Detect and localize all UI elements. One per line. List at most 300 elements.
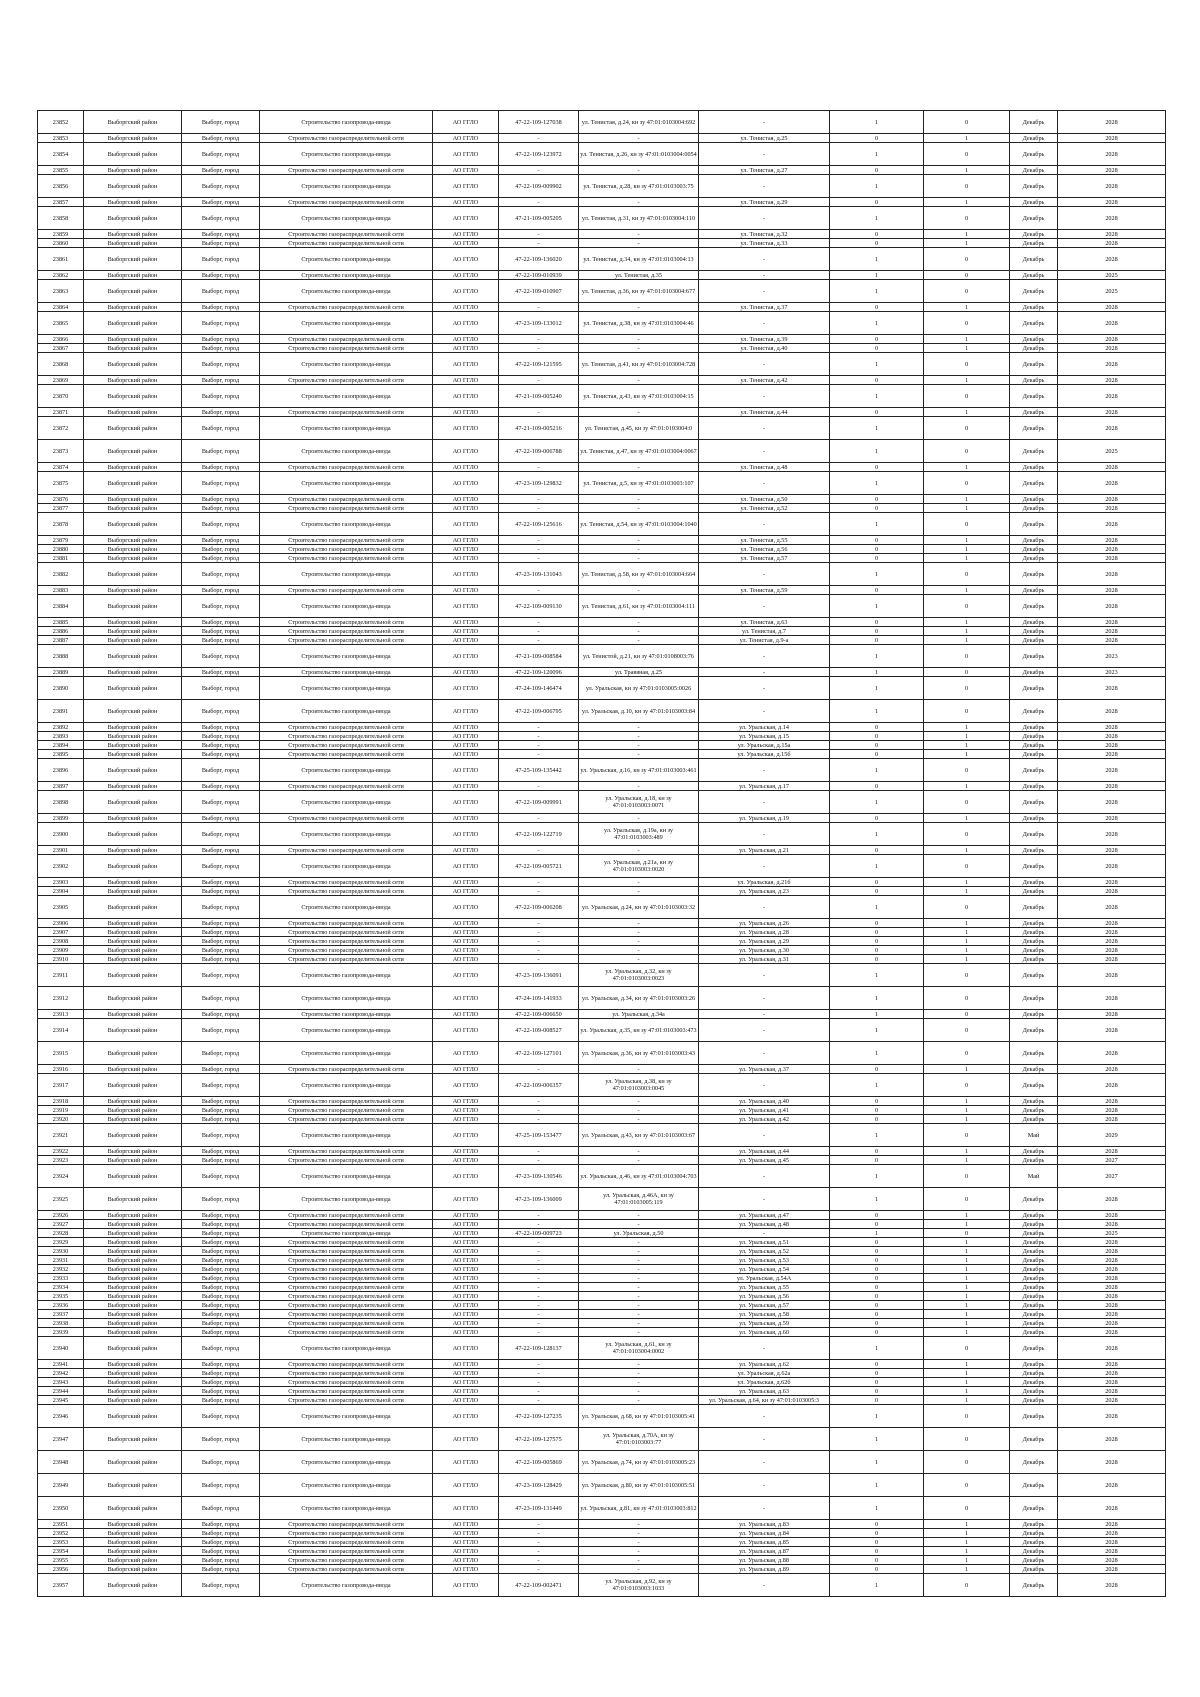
cell-application-number: - [499,504,579,513]
cell-organization: АО ГГЛО [433,1220,499,1229]
cell-address-network: ул. Тенистая, д.39 [699,335,830,344]
cell-application-number: 47-22-109-125616 [499,513,579,536]
cell-work-type: Строительство газораспределительной сети [260,928,433,937]
cell-address-cadastral: - [579,1520,699,1529]
cell-deadline-month: Декабрь [1010,1010,1058,1019]
cell-address-network: ул. Уральская, д.59 [699,1319,830,1328]
cell-connection-count: 1 [830,248,924,271]
cell-application-number: 47-22-109-121595 [499,353,579,376]
cell-address-network: - [699,1229,830,1238]
cell-application-number: - [499,1247,579,1256]
cell-address-network: ул. Уральская, д.63 [699,1387,830,1396]
cell-organization: АО ГГЛО [433,198,499,207]
cell-deadline-year: 2028 [1058,618,1166,627]
cell-work-type: Строительство газораспределительной сети [260,1520,433,1529]
cell-organization: АО ГГЛО [433,545,499,554]
cell-address-network: ул. Уральская, д.54А [699,1274,830,1283]
table-row [38,1065,1166,1074]
cell-address-cadastral: - [579,1097,699,1106]
cell-work-type: Строительство газопровода-ввода [260,1337,433,1360]
cell-deadline-year: 2028 [1058,782,1166,791]
cell-address-network: ул. Уральская, д.26 [699,919,830,928]
cell-deadline-month: Декабрь [1010,198,1058,207]
cell-deadline-year: 2028 [1058,1097,1166,1106]
cell-row-number: 23924 [38,1165,84,1188]
cell-organization: АО ГГЛО [433,1520,499,1529]
cell-address-network: ул. Тенистая, д.57 [699,554,830,563]
cell-settlement: Выборг, город [182,1378,260,1387]
cell-deadline-year: 2028 [1058,1405,1166,1428]
cell-address-cadastral: ул. Уральская, д.38, кн зу 47:01:0103003:0045 [579,1074,699,1097]
cell-organization: АО ГГЛО [433,1188,499,1211]
cell-deadline-month: Декабрь [1010,143,1058,166]
cell-deadline-year: 2027 [1058,1165,1166,1188]
cell-address-cadastral: ул. Тенистая, д.24, кн зу 47:01:0103004:692 [579,111,699,134]
cell-district: Выборгский район [84,1556,182,1565]
cell-deadline-year: 2028 [1058,495,1166,504]
cell-deadline-month: Декабрь [1010,134,1058,143]
cell-deadline-month: Декабрь [1010,1538,1058,1547]
cell-settlement: Выборг, город [182,563,260,586]
cell-address-cadastral: - [579,1247,699,1256]
cell-settlement: Выборг, город [182,618,260,627]
cell-deadline-month: Декабрь [1010,1074,1058,1097]
cell-work-type: Строительство газопровода-ввода [260,1042,433,1065]
cell-deadline-year: 2028 [1058,1565,1166,1574]
cell-district: Выборгский район [84,1115,182,1124]
cell-address-cadastral: ул. Уральская, д.34, кн зу 47:01:0103003:26 [579,987,699,1010]
cell-row-number: 23867 [38,344,84,353]
cell-deadline-year: 2029 [1058,1124,1166,1147]
cell-network-count: 1 [924,782,1010,791]
cell-application-number: - [499,1565,579,1574]
cell-row-number: 23873 [38,440,84,463]
cell-organization: АО ГГЛО [433,645,499,668]
cell-network-count: 1 [924,1097,1010,1106]
cell-application-number: - [499,1065,579,1074]
cell-network-count: 1 [924,463,1010,472]
cell-deadline-month: Декабрь [1010,1310,1058,1319]
cell-organization: АО ГГЛО [433,1387,499,1396]
cell-network-count: 0 [924,271,1010,280]
cell-address-cadastral: ул. Тенистая, д.28, кн зу 47:01:0103003:75 [579,175,699,198]
cell-row-number: 23915 [38,1042,84,1065]
cell-work-type: Строительство газораспределительной сети [260,1115,433,1124]
cell-organization: АО ГГЛО [433,1124,499,1147]
table-row [38,814,1166,823]
cell-connection-count: 0 [830,344,924,353]
table-row [38,855,1166,878]
cell-deadline-month: Декабрь [1010,955,1058,964]
cell-organization: АО ГГЛО [433,463,499,472]
table-row [38,175,1166,198]
cell-district: Выборгский район [84,1042,182,1065]
table-row [38,1378,1166,1387]
cell-address-network: - [699,1188,830,1211]
table-row [38,1115,1166,1124]
cell-address-cadastral: - [579,1360,699,1369]
cell-work-type: Строительство газораспределительной сети [260,1529,433,1538]
cell-work-type: Строительство газораспределительной сети [260,1301,433,1310]
cell-address-network: - [699,668,830,677]
cell-organization: АО ГГЛО [433,563,499,586]
table-row [38,1124,1166,1147]
cell-application-number: 47-23-109-133012 [499,312,579,335]
cell-deadline-month: Декабрь [1010,1106,1058,1115]
cell-deadline-year: 2028 [1058,627,1166,636]
cell-connection-count: 0 [830,627,924,636]
cell-address-network: ул. Уральская, д.44 [699,1147,830,1156]
cell-network-count: 1 [924,1556,1010,1565]
cell-network-count: 1 [924,618,1010,627]
cell-address-cadastral: ул. Уральская, д.68, кн зу 47:01:0103005:41 [579,1405,699,1428]
cell-row-number: 23907 [38,928,84,937]
cell-row-number: 23937 [38,1310,84,1319]
cell-organization: АО ГГЛО [433,791,499,814]
cell-connection-count: 1 [830,1188,924,1211]
cell-deadline-month: Декабрь [1010,463,1058,472]
cell-network-count: 1 [924,1256,1010,1265]
cell-district: Выборгский район [84,1188,182,1211]
cell-network-count: 1 [924,1529,1010,1538]
cell-deadline-month: Декабрь [1010,855,1058,878]
table-row [38,1387,1166,1396]
cell-row-number: 23874 [38,463,84,472]
cell-settlement: Выборг, город [182,782,260,791]
cell-address-cadastral: - [579,1556,699,1565]
cell-settlement: Выборг, город [182,732,260,741]
cell-application-number: 47-23-109-136009 [499,1188,579,1211]
table-row [38,1565,1166,1574]
cell-deadline-month: Декабрь [1010,303,1058,312]
table-row [38,1106,1166,1115]
cell-address-cadastral: ул. Травяная, д.25 [579,668,699,677]
table-row [38,586,1166,595]
cell-address-cadastral: - [579,1319,699,1328]
cell-row-number: 23892 [38,723,84,732]
table-row [38,1319,1166,1328]
cell-network-count: 1 [924,887,1010,896]
cell-network-count: 1 [924,586,1010,595]
cell-deadline-month: Декабрь [1010,887,1058,896]
cell-deadline-year: 2028 [1058,385,1166,408]
cell-deadline-month: Декабрь [1010,280,1058,303]
cell-work-type: Строительство газопровода-ввода [260,271,433,280]
cell-application-number: - [499,1238,579,1247]
cell-settlement: Выборг, город [182,814,260,823]
cell-network-count: 0 [924,353,1010,376]
table-row [38,230,1166,239]
cell-work-type: Строительство газораспределительной сети [260,344,433,353]
cell-address-network: - [699,271,830,280]
cell-row-number: 23883 [38,586,84,595]
cell-organization: АО ГГЛО [433,1360,499,1369]
table-row [38,463,1166,472]
cell-deadline-year: 2028 [1058,303,1166,312]
cell-deadline-year: 2028 [1058,846,1166,855]
cell-work-type: Строительство газопровода-ввода [260,791,433,814]
cell-district: Выборгский район [84,1211,182,1220]
table-row [38,303,1166,312]
cell-address-network: ул. Уральская, д.85 [699,1538,830,1547]
table-row [38,937,1166,946]
cell-address-cadastral: - [579,1256,699,1265]
cell-district: Выборгский район [84,1065,182,1074]
cell-deadline-month: Декабрь [1010,504,1058,513]
cell-work-type: Строительство газораспределительной сети [260,1220,433,1229]
cell-address-cadastral: ул. Уральская, д.35, кн зу 47:01:0103003:473 [579,1019,699,1042]
cell-deadline-month: Декабрь [1010,595,1058,618]
cell-settlement: Выборг, город [182,750,260,759]
cell-network-count: 1 [924,344,1010,353]
cell-district: Выборгский район [84,1106,182,1115]
cell-work-type: Строительство газораспределительной сети [260,1247,433,1256]
cell-row-number: 23896 [38,759,84,782]
cell-settlement: Выборг, город [182,1328,260,1337]
cell-organization: АО ГГЛО [433,353,499,376]
cell-deadline-year: 2023 [1058,645,1166,668]
cell-network-count: 1 [924,1387,1010,1396]
cell-deadline-year: 2028 [1058,207,1166,230]
cell-work-type: Строительство газораспределительной сети [260,1106,433,1115]
cell-connection-count: 0 [830,239,924,248]
cell-address-cadastral: - [579,1529,699,1538]
cell-organization: АО ГГЛО [433,1256,499,1265]
cell-work-type: Строительство газораспределительной сети [260,1065,433,1074]
cell-address-network: - [699,700,830,723]
cell-address-network: ул. Уральская, д.37 [699,1065,830,1074]
cell-connection-count: 0 [830,536,924,545]
table-row [38,1292,1166,1301]
cell-district: Выборгский район [84,987,182,1010]
cell-address-cadastral: - [579,463,699,472]
cell-network-count: 1 [924,408,1010,417]
cell-address-cadastral: - [579,335,699,344]
cell-address-network: - [699,1042,830,1065]
cell-deadline-year: 2028 [1058,750,1166,759]
cell-district: Выборгский район [84,463,182,472]
cell-network-count: 1 [924,1147,1010,1156]
cell-connection-count: 0 [830,376,924,385]
cell-network-count: 0 [924,1042,1010,1065]
cell-organization: АО ГГЛО [433,1310,499,1319]
table-row [38,134,1166,143]
cell-network-count: 0 [924,668,1010,677]
cell-application-number: - [499,495,579,504]
cell-organization: АО ГГЛО [433,1556,499,1565]
cell-district: Выборгский район [84,1019,182,1042]
cell-network-count: 0 [924,677,1010,700]
cell-settlement: Выборг, город [182,1337,260,1360]
cell-deadline-month: Декабрь [1010,1337,1058,1360]
cell-work-type: Строительство газопровода-ввода [260,823,433,846]
cell-district: Выборгский район [84,1369,182,1378]
cell-work-type: Строительство газопровода-ввода [260,645,433,668]
cell-address-network: ул. Тенистая, д.42 [699,376,830,385]
cell-application-number: 47-24-109-141933 [499,987,579,1010]
cell-address-cadastral: - [579,878,699,887]
cell-connection-count: 1 [830,668,924,677]
cell-deadline-year: 2028 [1058,513,1166,536]
cell-application-number: 47-22-109-136020 [499,248,579,271]
cell-row-number: 23934 [38,1283,84,1292]
cell-work-type: Строительство газопровода-ввода [260,385,433,408]
cell-organization: АО ГГЛО [433,1319,499,1328]
cell-row-number: 23875 [38,472,84,495]
cell-district: Выборгский район [84,1474,182,1497]
cell-network-count: 1 [924,723,1010,732]
cell-deadline-month: Декабрь [1010,636,1058,645]
cell-district: Выборгский район [84,1238,182,1247]
cell-address-network: ул. Уральская, д.15а [699,741,830,750]
cell-settlement: Выборг, город [182,417,260,440]
cell-address-network: ул. Уральская, д.57 [699,1301,830,1310]
table-row [38,335,1166,344]
cell-address-cadastral: - [579,1115,699,1124]
cell-network-count: 1 [924,1538,1010,1547]
cell-district: Выборгский район [84,586,182,595]
cell-application-number: 47-23-109-131449 [499,1497,579,1520]
cell-settlement: Выборг, город [182,1574,260,1597]
cell-row-number: 23897 [38,782,84,791]
cell-address-cadastral: ул. Уральская, д.46, кн зу 47:01:0103004:703 [579,1165,699,1188]
table-row [38,750,1166,759]
table-row [38,618,1166,627]
table-row [38,1188,1166,1211]
cell-row-number: 23868 [38,353,84,376]
cell-row-number: 23920 [38,1115,84,1124]
table-row [38,732,1166,741]
cell-work-type: Строительство газопровода-ввода [260,353,433,376]
cell-district: Выборгский район [84,207,182,230]
cell-work-type: Строительство газораспределительной сети [260,1556,433,1565]
cell-deadline-year: 2028 [1058,463,1166,472]
cell-row-number: 23945 [38,1396,84,1405]
cell-deadline-year: 2028 [1058,248,1166,271]
cell-row-number: 23853 [38,134,84,143]
cell-row-number: 23855 [38,166,84,175]
cell-address-cadastral: - [579,1328,699,1337]
cell-network-count: 1 [924,230,1010,239]
cell-district: Выборгский район [84,1074,182,1097]
cell-connection-count: 0 [830,1283,924,1292]
cell-network-count: 1 [924,1106,1010,1115]
table-row [38,545,1166,554]
cell-deadline-year: 2023 [1058,668,1166,677]
table-row [38,248,1166,271]
cell-district: Выборгский район [84,134,182,143]
cell-network-count: 1 [924,937,1010,946]
cell-settlement: Выборг, город [182,513,260,536]
cell-application-number: - [499,1292,579,1301]
cell-network-count: 1 [924,1274,1010,1283]
cell-address-network: - [699,1165,830,1188]
cell-address-network: ул. Уральская, д.31 [699,955,830,964]
cell-work-type: Строительство газопровода-ввода [260,248,433,271]
cell-connection-count: 1 [830,677,924,700]
cell-address-cadastral: - [579,1565,699,1574]
cell-connection-count: 1 [830,1074,924,1097]
table-row [38,1538,1166,1547]
cell-row-number: 23899 [38,814,84,823]
cell-work-type: Строительство газопровода-ввода [260,440,433,463]
cell-district: Выборгский район [84,1538,182,1547]
cell-address-network: ул. Уральская, д.29 [699,937,830,946]
cell-row-number: 23880 [38,545,84,554]
table-row [38,1147,1166,1156]
cell-deadline-month: Декабрь [1010,1247,1058,1256]
cell-deadline-year: 2028 [1058,1556,1166,1565]
cell-application-number: 47-22-109-127101 [499,1042,579,1065]
cell-organization: АО ГГЛО [433,964,499,987]
cell-address-network: - [699,280,830,303]
cell-address-cadastral: - [579,1065,699,1074]
cell-network-count: 1 [924,627,1010,636]
cell-connection-count: 1 [830,513,924,536]
cell-network-count: 1 [924,1238,1010,1247]
cell-address-network: ул. Уральская, д.14 [699,723,830,732]
cell-application-number: - [499,723,579,732]
cell-settlement: Выборг, город [182,1211,260,1220]
cell-address-cadastral: - [579,1265,699,1274]
cell-connection-count: 1 [830,440,924,463]
cell-row-number: 23856 [38,175,84,198]
cell-deadline-month: Декабрь [1010,1042,1058,1065]
cell-connection-count: 0 [830,134,924,143]
cell-application-number: - [499,618,579,627]
cell-deadline-month: Декабрь [1010,376,1058,385]
cell-address-network: - [699,791,830,814]
cell-connection-count: 0 [830,1396,924,1405]
cell-row-number: 23861 [38,248,84,271]
cell-settlement: Выборг, город [182,919,260,928]
cell-deadline-month: Декабрь [1010,472,1058,495]
cell-settlement: Выборг, город [182,353,260,376]
cell-district: Выборгский район [84,1097,182,1106]
cell-network-count: 0 [924,417,1010,440]
cell-connection-count: 0 [830,1106,924,1115]
cell-row-number: 23955 [38,1556,84,1565]
cell-address-cadastral: ул. Уральская, д.61, кн зу 47:01:0103004:0002 [579,1337,699,1360]
cell-address-cadastral: - [579,846,699,855]
table-row [38,495,1166,504]
cell-district: Выборгский район [84,239,182,248]
cell-row-number: 23909 [38,946,84,955]
cell-organization: АО ГГЛО [433,166,499,175]
cell-deadline-month: Декабрь [1010,1396,1058,1405]
cell-row-number: 23917 [38,1074,84,1097]
cell-district: Выборгский район [84,1301,182,1310]
cell-address-network: - [699,1574,830,1597]
cell-row-number: 23893 [38,732,84,741]
cell-application-number: - [499,928,579,937]
cell-address-cadastral: - [579,1292,699,1301]
cell-connection-count: 0 [830,303,924,312]
cell-settlement: Выборг, город [182,312,260,335]
cell-settlement: Выборг, город [182,677,260,700]
cell-settlement: Выборг, город [182,791,260,814]
cell-deadline-year: 2025 [1058,280,1166,303]
cell-deadline-month: Декабрь [1010,1065,1058,1074]
cell-application-number: - [499,1556,579,1565]
table-row [38,1547,1166,1556]
cell-settlement: Выборг, город [182,536,260,545]
cell-address-cadastral: - [579,1310,699,1319]
cell-address-cadastral: ул. Уральская, д.21а, кн зу 47:01:0103003:0020 [579,855,699,878]
cell-connection-count: 1 [830,595,924,618]
table-row [38,1337,1166,1360]
table-row [38,166,1166,175]
